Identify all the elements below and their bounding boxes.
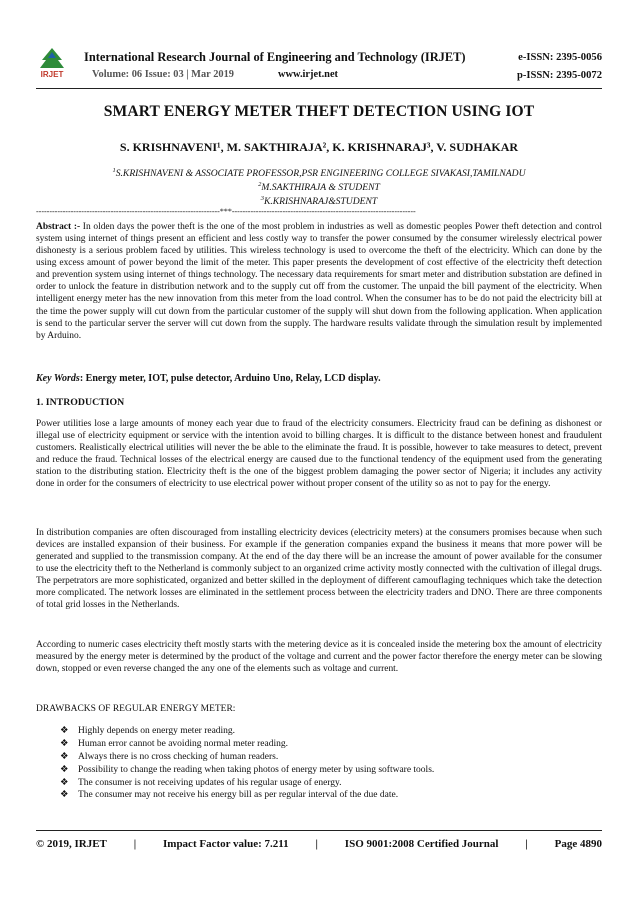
section-heading-introduction: 1. INTRODUCTION xyxy=(36,397,125,408)
footer-copyright: © 2019, IRJET xyxy=(36,838,107,850)
pissn: p-ISSN: 2395-0072 xyxy=(516,70,602,81)
footer-separator: | xyxy=(315,838,318,850)
affiliation-1: $^1$S.KRISHNAVENI & ASSOCIATE PROFESSOR,PSR ENGINEERING COLLEGE SIVAKASI,TAMILNADU xyxy=(112,167,526,180)
intro-paragraph-2: In distribution companies are often discouraged from installing electricity devices (electricity meters) at the consumers promises because when such devices are installed expansion of their business. For example if the generation companies expand the business it means that more power will be generated and supplied to the transmission company. At the end of the day there will be an increase the amount of power available for the consumer to use the electricity theft to the Netherland is commonly subject to an organized crime activity mostly connected with the cultivation of illegal drugs. The perpetrators are more sophisticated, organized and better skilled in the deployment of different camouflaging techniques which take the detection more complicated. The network losses are eliminated in the settlement process between the electricity traders and DNO. There are three components of total grid losses in the Netherlands. xyxy=(36,528,602,611)
keywords xyxy=(36,373,602,384)
footer-iso: ISO 9001:2008 Certified Journal xyxy=(344,838,499,850)
abstract-separator: ---------------------------------------------------------------------***--------------------------------------------------------------------- xyxy=(36,208,416,216)
drawbacks-list xyxy=(60,725,600,802)
abstract-label: Abstract :- xyxy=(36,222,81,232)
footer-impact-factor: Impact Factor value: 7.211 xyxy=(163,838,289,850)
diamond-bullet-icon: ❖ xyxy=(60,790,69,801)
list-item: ❖ The consumer is not receiving updates of his regular usage of energy. xyxy=(60,777,342,788)
irjet-logo xyxy=(34,44,70,80)
list-item: ❖ Human error cannot be avoiding normal meter reading. xyxy=(60,738,288,749)
drawbacks-heading: DRAWBACKS OF REGULAR ENERGY METER: xyxy=(36,704,236,714)
footer-rule xyxy=(36,830,602,831)
paper-authors: S. KRISHNAVENI¹, M. SAKTHIRAJA², K. KRISHNARAJ³, V. SUDHAKAR xyxy=(119,140,519,154)
list-item: ❖ The consumer may not receive his energy bill as per regular interval of the due date. xyxy=(60,790,399,801)
page-footer xyxy=(36,838,602,850)
diamond-bullet-icon: ❖ xyxy=(60,751,69,762)
intro-paragraph-1: Power utilities lose a large amounts of money each year due to fraud of the electricity consumers. Electricity fraud can be defining as dishonest or illegal use of electricity equipment or service with the intention avoid to billing charges. It is difficult to the distance between honest and fraudulent customers. Realistically electrical utilities will never the be able to the eliminate the fraud. It is possible, however to take measures to detect, prevent and reduce the fraud. Technical losses of the electrical energy are caused due to the functional tendency of the equipment used from the generating station to the distributing station. Electricity theft is the one of the biggest problem damaging the power sector of Nigeria; it includes any activity done in order for the consumers of electricity to use electrical power without proper consent of the utility so as not to pay for the energy. xyxy=(36,419,602,490)
diamond-bullet-icon: ❖ xyxy=(60,764,69,775)
paper-title: SMART ENERGY METER THEFT DETECTION USING IOT xyxy=(103,103,535,120)
eissn: e-ISSN: 2395-0056 xyxy=(518,52,602,63)
keywords-text: : Energy meter, IOT, pulse detector, Arduino Uno, Relay, LCD display. xyxy=(79,373,381,384)
footer-separator: | xyxy=(133,838,137,850)
list-item: ❖ Always there is no cross checking of human readers. xyxy=(60,751,279,762)
abstract xyxy=(36,221,602,342)
keywords-label: Key Words xyxy=(36,373,80,384)
diamond-bullet-icon: ❖ xyxy=(60,777,69,788)
list-item: ❖ Highly depends on energy meter reading. xyxy=(60,726,236,736)
diamond-bullet-icon: ❖ xyxy=(60,738,69,749)
intro-paragraph-3: According to numeric cases electricity theft mostly starts with the metering device as it is concealed inside the metering box the amount of electricity measured by the energy meter is determined by the product of the voltage and current and the power factor therefore the energy meter can be slowing down, stopped or even reverse changed the any one of the elements such as voltage and current. xyxy=(36,640,602,675)
header-rule xyxy=(36,88,602,89)
affiliation-2: $^2$M.SAKTHIRAJA & STUDENT xyxy=(258,181,380,194)
footer-separator: | xyxy=(525,838,528,850)
list-item: ❖ Possibility to change the reading when taking photos of energy meter by using software tools. xyxy=(60,764,435,775)
volume-issue: Volume: 06 Issue: 03 | Mar 2019 xyxy=(92,69,234,80)
affiliation-3: $^3$K.KRISHNARAJ&STUDENT xyxy=(260,195,378,208)
logo-text: IRJET xyxy=(40,70,64,79)
diamond-bullet-icon: ❖ xyxy=(60,726,69,736)
journal-title: International Research Journal of Engineering and Technology (IRJET) xyxy=(84,50,466,64)
footer-page-number: Page 4890 xyxy=(554,838,602,850)
journal-website[interactable]: www.irjet.net xyxy=(278,69,339,80)
abstract-text: In olden days the power theft is the one of the most problem in industries as well as domestic peoples Power theft detection and control system using internet of things present an efficient and less costly way to transfer the power consumed by the consumer wirelessly electrical power dishonesty is a serious problem faced by utilities. This wireless technology is used to overcome the theft of the electricity. Which can done by the using excess amount of power beyond the limit of the meter. This paper presents the development of cost effective of the electricity theft detection and prevention system using internet of things technology. The necessary data requirements for smart meter and distribution substation are defined in order to unlock the feature in distribution network and to the supply cut off from the customer. The unpaid the bill payment of the electricity. When intelligent energy meter has the new innovation from this meter from the load control. When the consumer has to be do not paid the electricity bill at the time the power supply will cut down from the particular customer of the supply will shut down from the following application. When application is send to the particular server the server will cut down from the supply. The hardware results validate through the simulation result by implemented by Arduino. xyxy=(36,222,603,341)
